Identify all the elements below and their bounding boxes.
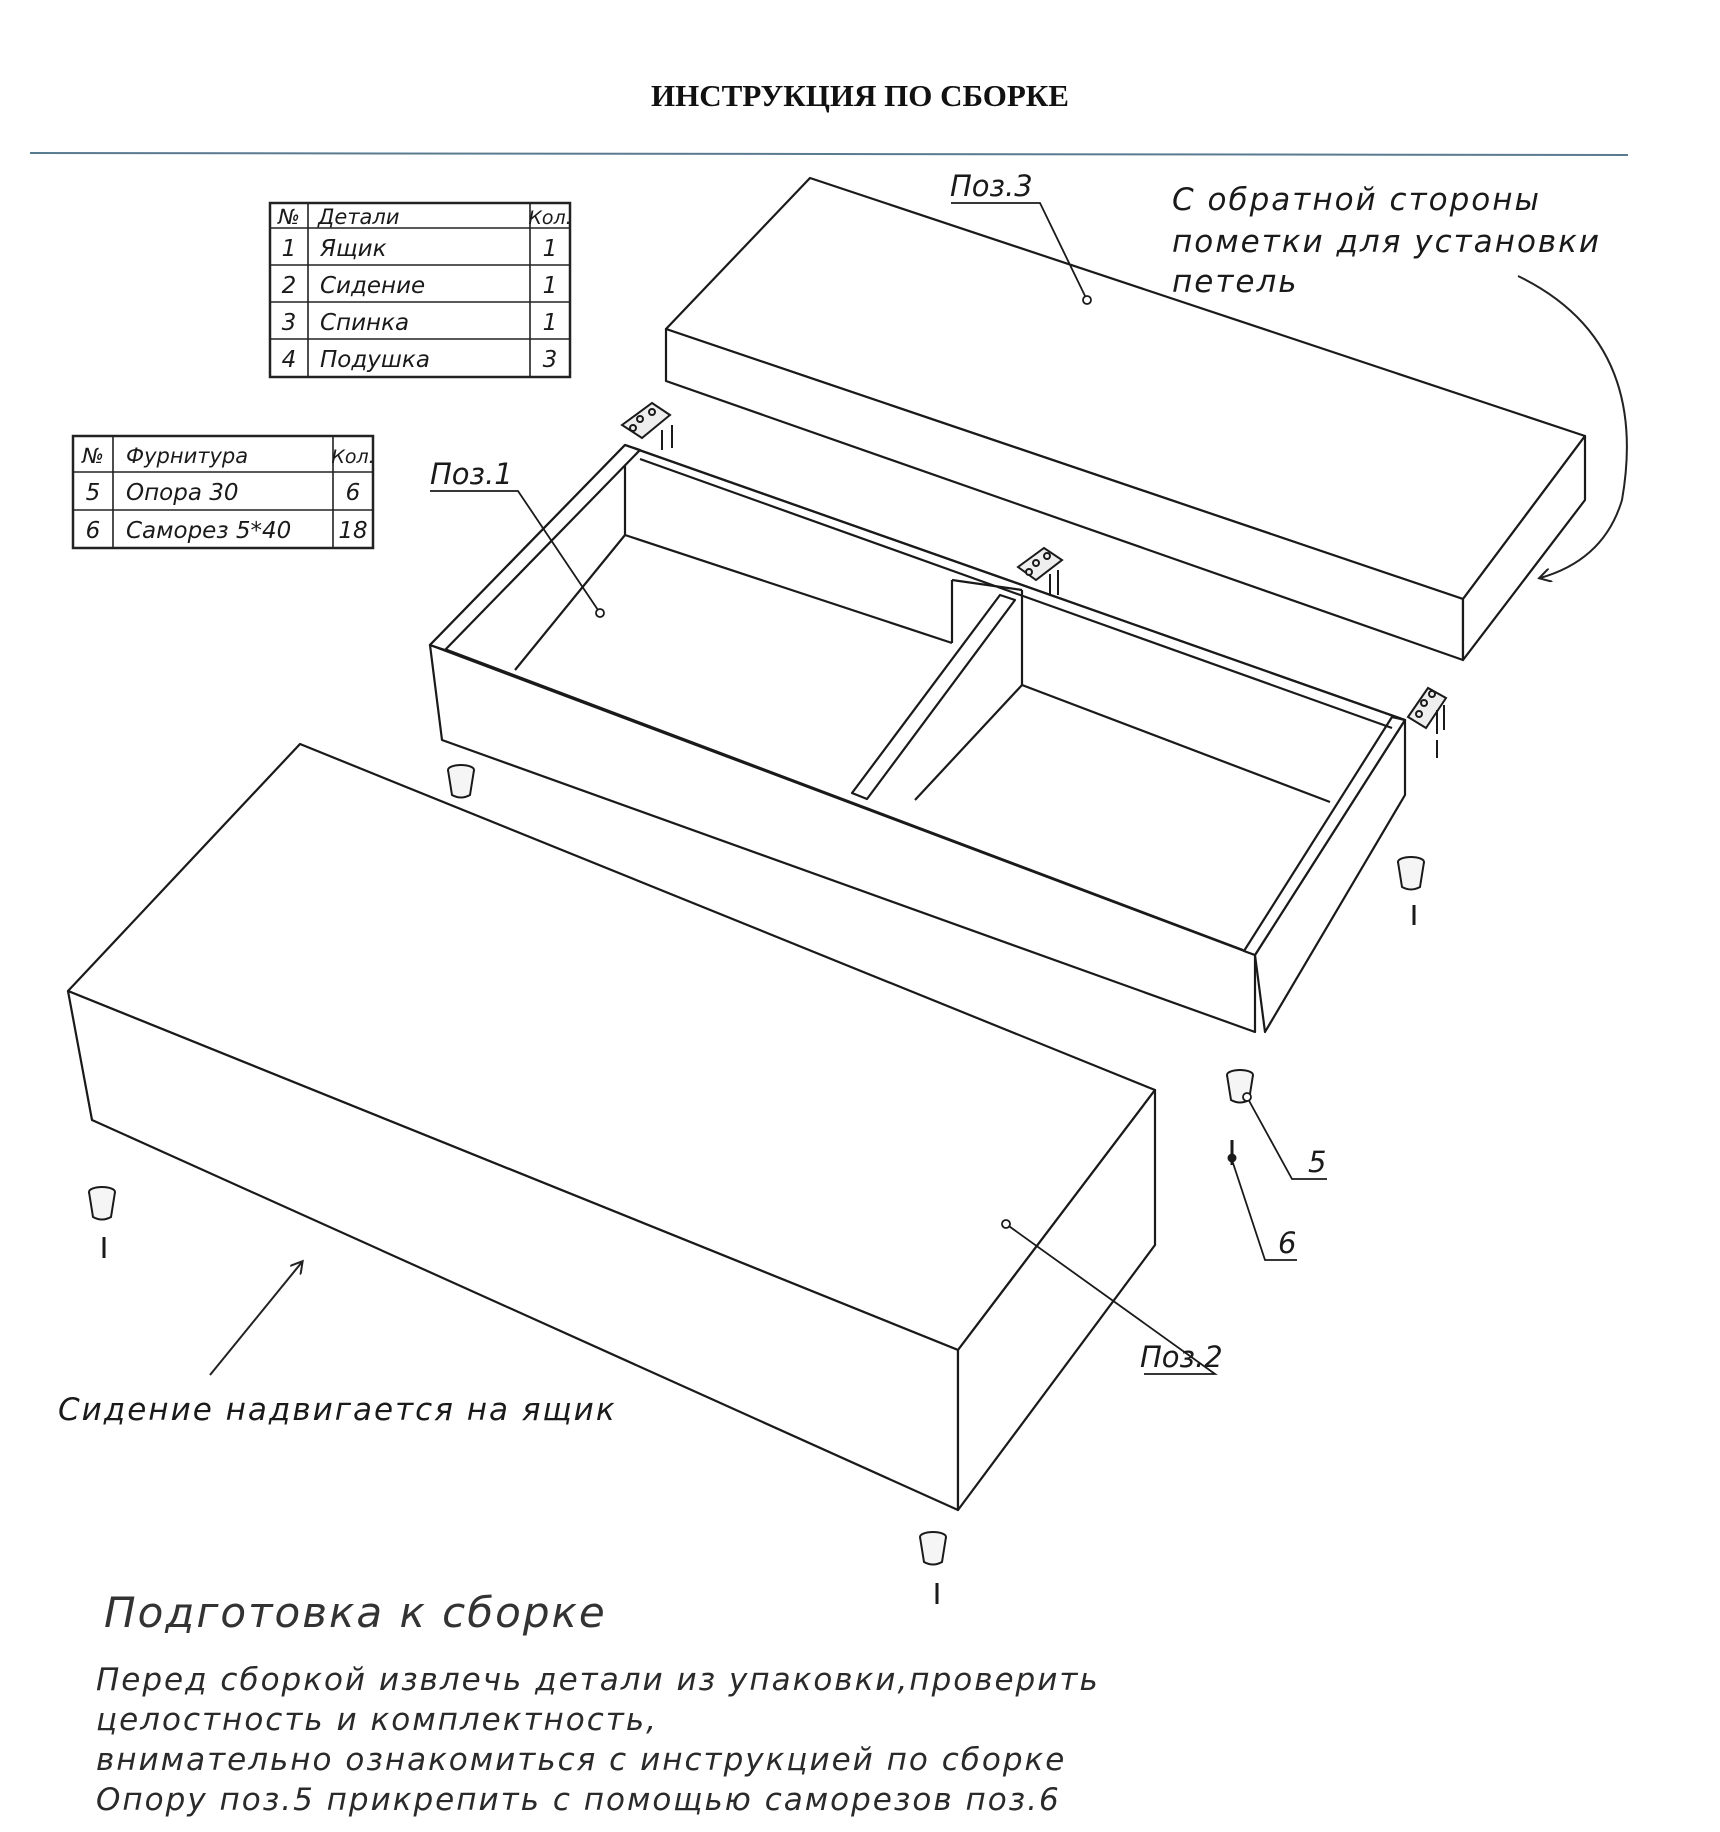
support-leg-icon xyxy=(920,1532,946,1604)
callout-5: 5 xyxy=(1308,1145,1327,1179)
hardware-row-1-qty: 6 xyxy=(345,480,361,506)
parts-row-3-no: 3 xyxy=(281,310,297,336)
parts-row-1-name: Ящик xyxy=(320,236,387,262)
page-title: ИНСТРУКЦИЯ ПО СБОРКЕ xyxy=(651,78,1069,113)
parts-row-4-no: 4 xyxy=(281,347,297,373)
hardware-table-text xyxy=(81,444,375,544)
preparation-line-2: целостность и комплектность, xyxy=(96,1702,658,1738)
preparation-line-1: Перед сборкой извлечь детали из упаковки,проверить xyxy=(96,1662,1100,1698)
hardware-row-2-qty: 18 xyxy=(338,518,368,544)
hardware-row-1-name: Опора 30 xyxy=(126,480,239,506)
backside-note-line1: С обратной стороны xyxy=(1172,182,1542,218)
seat-slides-note: Сидение надвигается на ящик xyxy=(58,1392,617,1428)
preparation-title: Подготовка к сборке xyxy=(104,1588,607,1637)
label-poz3: Поз.3 xyxy=(950,169,1033,203)
support-leg-icon xyxy=(1398,857,1424,925)
parts-row-3-name: Спинка xyxy=(320,310,410,336)
parts-row-2-name: Сидение xyxy=(320,273,426,299)
hardware-row-1-no: 5 xyxy=(85,480,101,506)
hardware-col-qty: Кол. xyxy=(331,446,375,468)
parts-row-1-qty: 1 xyxy=(542,236,558,262)
label-poz1: Поз.1 xyxy=(430,457,513,491)
parts-row-2-no: 2 xyxy=(281,273,297,299)
label-poz2: Поз.2 xyxy=(1140,1340,1223,1374)
support-leg-icon xyxy=(89,1187,115,1258)
parts-row-4-qty: 3 xyxy=(542,347,558,373)
parts-row-2-qty: 1 xyxy=(542,273,558,299)
hardware-row-2-no: 6 xyxy=(85,518,101,544)
hardware-col-no: № xyxy=(82,444,104,468)
preparation-text xyxy=(96,1660,1196,1820)
parts-row-3-qty: 1 xyxy=(542,310,558,336)
backside-note xyxy=(1172,182,1601,300)
backside-note-line3: петель xyxy=(1172,264,1299,300)
support-leg-icon xyxy=(448,765,474,798)
callout-6: 6 xyxy=(1278,1226,1297,1260)
parts-col-no: № xyxy=(278,205,300,229)
slide-arrow-icon xyxy=(210,1262,302,1375)
parts-row-1-no: 1 xyxy=(281,236,297,262)
parts-col-qty: Кол. xyxy=(528,207,572,229)
parts-row-4-name: Подушка xyxy=(320,347,430,373)
parts-col-name: Детали xyxy=(318,205,400,229)
header-rule xyxy=(30,153,1628,155)
hinge-icon xyxy=(622,403,672,450)
parts-table-text xyxy=(277,205,572,373)
hinge-icon xyxy=(1408,688,1446,758)
preparation-line-4: Опору поз.5 прикрепить с помощью саморезов поз.6 xyxy=(96,1782,1061,1818)
backside-note-line2: пометки для установки xyxy=(1172,224,1602,260)
hardware-col-name: Фурнитура xyxy=(126,444,249,468)
preparation-line-3: внимательно ознакомиться с инструкцией по сборке xyxy=(96,1742,1067,1778)
hardware-row-2-name: Саморез 5*40 xyxy=(126,518,292,544)
